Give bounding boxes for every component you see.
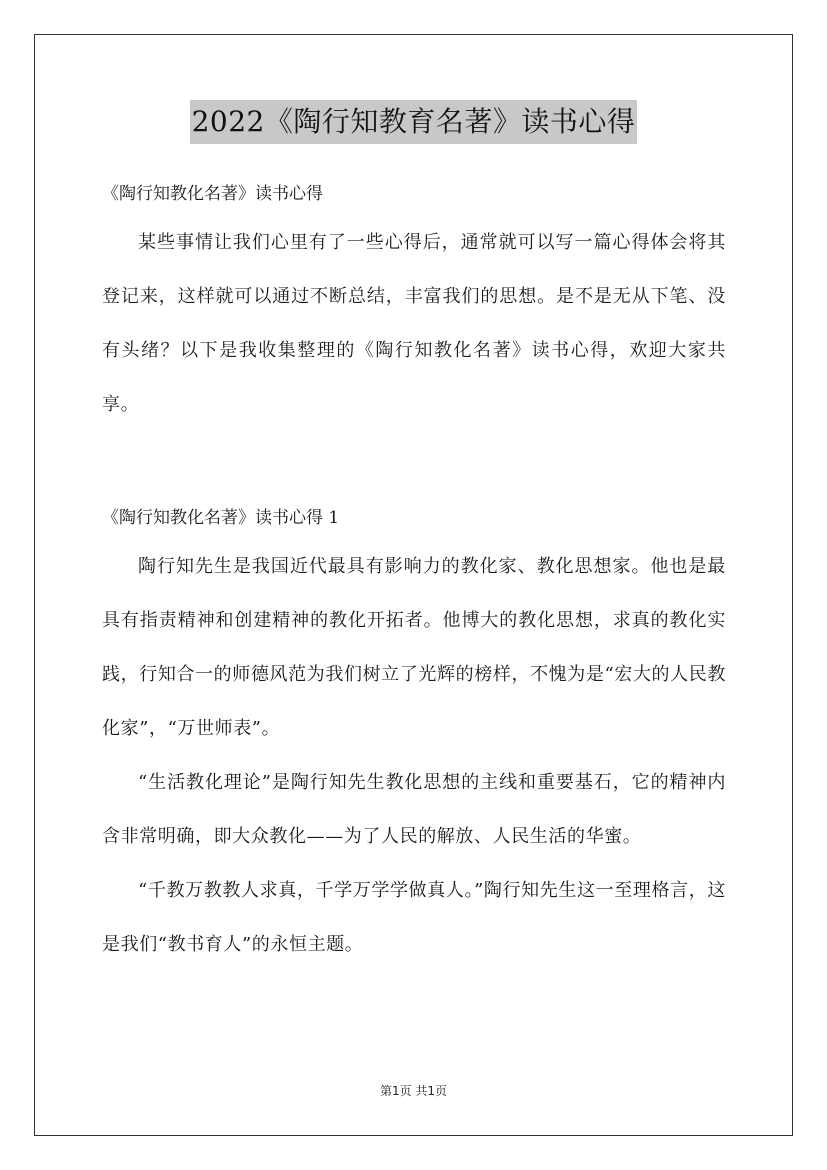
document-body (102, 172, 726, 972)
section-heading-intro[interactable]: 《陶行知教化名著》读书心得 (102, 184, 323, 204)
section-1-paragraph-2[interactable]: “生活教化理论”是陶行知先生教化思想的主线和重要基石，它的精神内含非常明确，即大众教化——为了人民的解放、人民生活的华蜜。 (102, 772, 726, 847)
document-title[interactable]: 2022《陶行知教育名著》读书心得 (190, 100, 638, 144)
section-heading-1[interactable]: 《陶行知教化名著》读书心得 1 (102, 508, 340, 528)
section-1-paragraph-3[interactable]: “千教万教教人求真，千学万学学做真人。”陶行知先生这一至理格言，这是我们“教书育人”的永恒主题。 (102, 880, 726, 955)
section-spacer (102, 432, 726, 496)
section-1-paragraph-1[interactable]: 陶行知先生是我国近代最具有影响力的教化家、教化思想家。他也是最具有指责精神和创建精神的教化开拓者。他博大的教化思想，求真的教化实践，行知合一的师德风范为我们树立了光辉的榜样，不愧为是“宏大的人民教化家”，“万世师表”。 (102, 556, 726, 739)
page-footer: 第1页 共1页 (379, 1084, 448, 1098)
intro-paragraph[interactable]: 某些事情让我们心里有了一些心得后，通常就可以写一篇心得体会将其登记来，这样就可以通过不断总结，丰富我们的思想。是不是无从下笔、没有头绪？以下是我收集整理的《陶行知教化名著》读书心得，欢迎大家共享。 (102, 232, 726, 415)
title-container (0, 100, 827, 144)
